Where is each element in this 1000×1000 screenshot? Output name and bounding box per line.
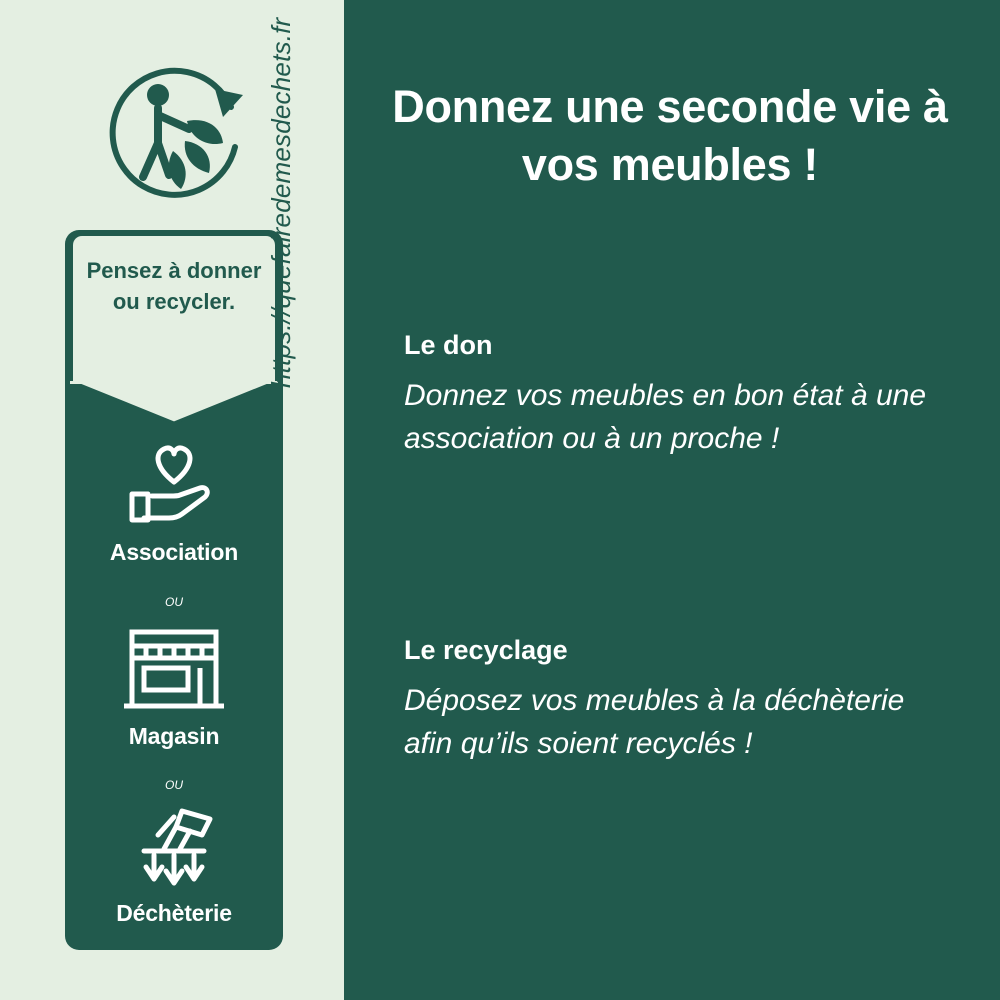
shop-icon [65,622,283,719]
step-label: Déchèterie [116,900,232,926]
section-le-don [404,330,944,460]
separator-ou: ou [165,591,183,610]
section-body: Donnez vos meubles en bon état à une association ou à un proche ! [404,379,927,455]
hand-heart-icon [65,438,283,535]
recycling-person-icon [103,55,248,200]
step-label: Magasin [128,723,220,749]
step-label: Association [109,539,239,565]
step-dechèterie[interactable] [65,805,283,927]
waste-sorting-icon [65,805,283,896]
section-le-recyclage [404,635,944,765]
section-title: Le don [404,330,493,360]
ribbon-notch [70,381,278,425]
step-association[interactable] [65,438,283,566]
separator-ou: ou [165,774,183,793]
section-body: Déposez vos meubles à la déchèterie afin qu’ils soient recyclés ! [404,684,905,760]
section-title: Le recyclage [404,635,568,665]
ribbon-text: Pensez à donner ou recycler. [86,258,262,315]
page-title: Donnez une seconde vie à vos meubles ! [392,81,948,190]
website-url[interactable]: https://quefairedemesdechets.fr [266,17,296,388]
step-magasin[interactable] [65,622,283,750]
